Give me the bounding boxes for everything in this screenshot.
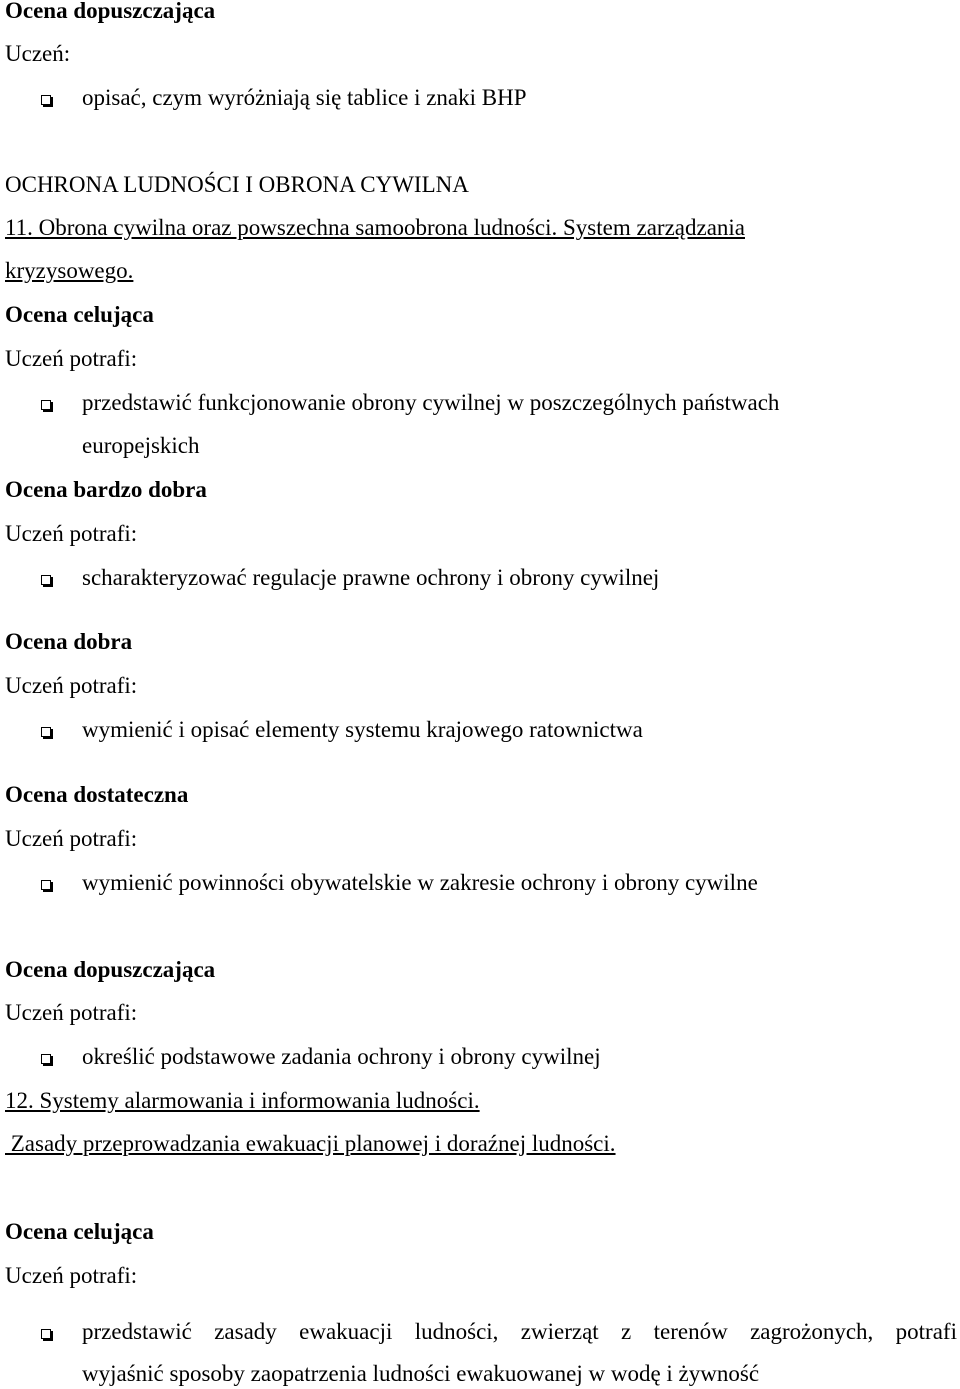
word: zagrożonych, (750, 1319, 874, 1344)
word: przedstawić (82, 1319, 192, 1344)
word: z (621, 1319, 632, 1344)
list-item: scharakteryzować regulacje prawne ochrony i obrony cywilnej (82, 565, 660, 590)
checkbox-bullet-icon (41, 400, 51, 410)
grade-heading: Ocena dostateczna (5, 782, 189, 807)
list-item: określić podstawowe zadania ochrony i obrony cywilnej (82, 1044, 601, 1069)
grade-heading: Ocena celująca (5, 302, 154, 327)
grade-heading: Ocena celująca (5, 1219, 154, 1244)
list-item-continued: europejskich (82, 433, 200, 458)
checkbox-bullet-icon (41, 880, 51, 890)
checkbox-bullet-icon (41, 1054, 51, 1064)
chapter-title: OCHRONA LUDNOŚCI I OBRONA CYWILNA (5, 172, 469, 197)
list-item: przedstawić funkcjonowanie obrony cywilnej w poszczególnych państwach (82, 390, 780, 415)
word: potrafi (895, 1319, 957, 1344)
checkbox-bullet-icon (41, 727, 51, 737)
topic-title: 12. Systemy alarmowania i informowania ludności. (5, 1088, 480, 1113)
grade-heading: Ocena dopuszczająca (5, 0, 216, 23)
student-label: Uczeń potrafi: (5, 826, 138, 851)
student-label: Uczeń potrafi: (5, 521, 138, 546)
list-item: wymienić powinności obywatelskie w zakresie ochrony i obrony cywilne (82, 870, 758, 895)
checkbox-bullet-icon (41, 95, 51, 105)
checkbox-bullet-icon (41, 1329, 51, 1339)
student-label: Uczeń potrafi: (5, 346, 138, 371)
word: zwierząt (520, 1319, 599, 1344)
grade-heading: Ocena bardzo dobra (5, 477, 207, 502)
word: zasady (214, 1319, 277, 1344)
word: ewakuacji (299, 1319, 393, 1344)
list-item-justified (82, 1318, 957, 1346)
student-label: Uczeń potrafi: (5, 1263, 138, 1288)
list-item: opisać, czym wyróżniają się tablice i znaki BHP (82, 85, 527, 110)
checkbox-bullet-icon (41, 575, 51, 585)
list-item-continued: wyjaśnić sposoby zaopatrzenia ludności ewakuowanej w wodę i żywność (82, 1361, 760, 1386)
word: ludności, (414, 1319, 499, 1344)
topic-title-continued: kryzysowego. (5, 258, 134, 283)
student-label: Uczeń potrafi: (5, 673, 138, 698)
student-label: Uczeń potrafi: (5, 1000, 138, 1025)
topic-title: 11. Obrona cywilna oraz powszechna samoobrona ludności. System zarządzania (5, 215, 745, 240)
student-label: Uczeń: (5, 41, 71, 66)
topic-title-continued: Zasady przeprowadzania ewakuacji planowej i doraźnej ludności. (5, 1131, 616, 1156)
list-item: wymienić i opisać elementy systemu krajowego ratownictwa (82, 717, 643, 742)
word: terenów (653, 1319, 728, 1344)
grade-heading: Ocena dobra (5, 629, 133, 654)
grade-heading: Ocena dopuszczająca (5, 957, 216, 982)
